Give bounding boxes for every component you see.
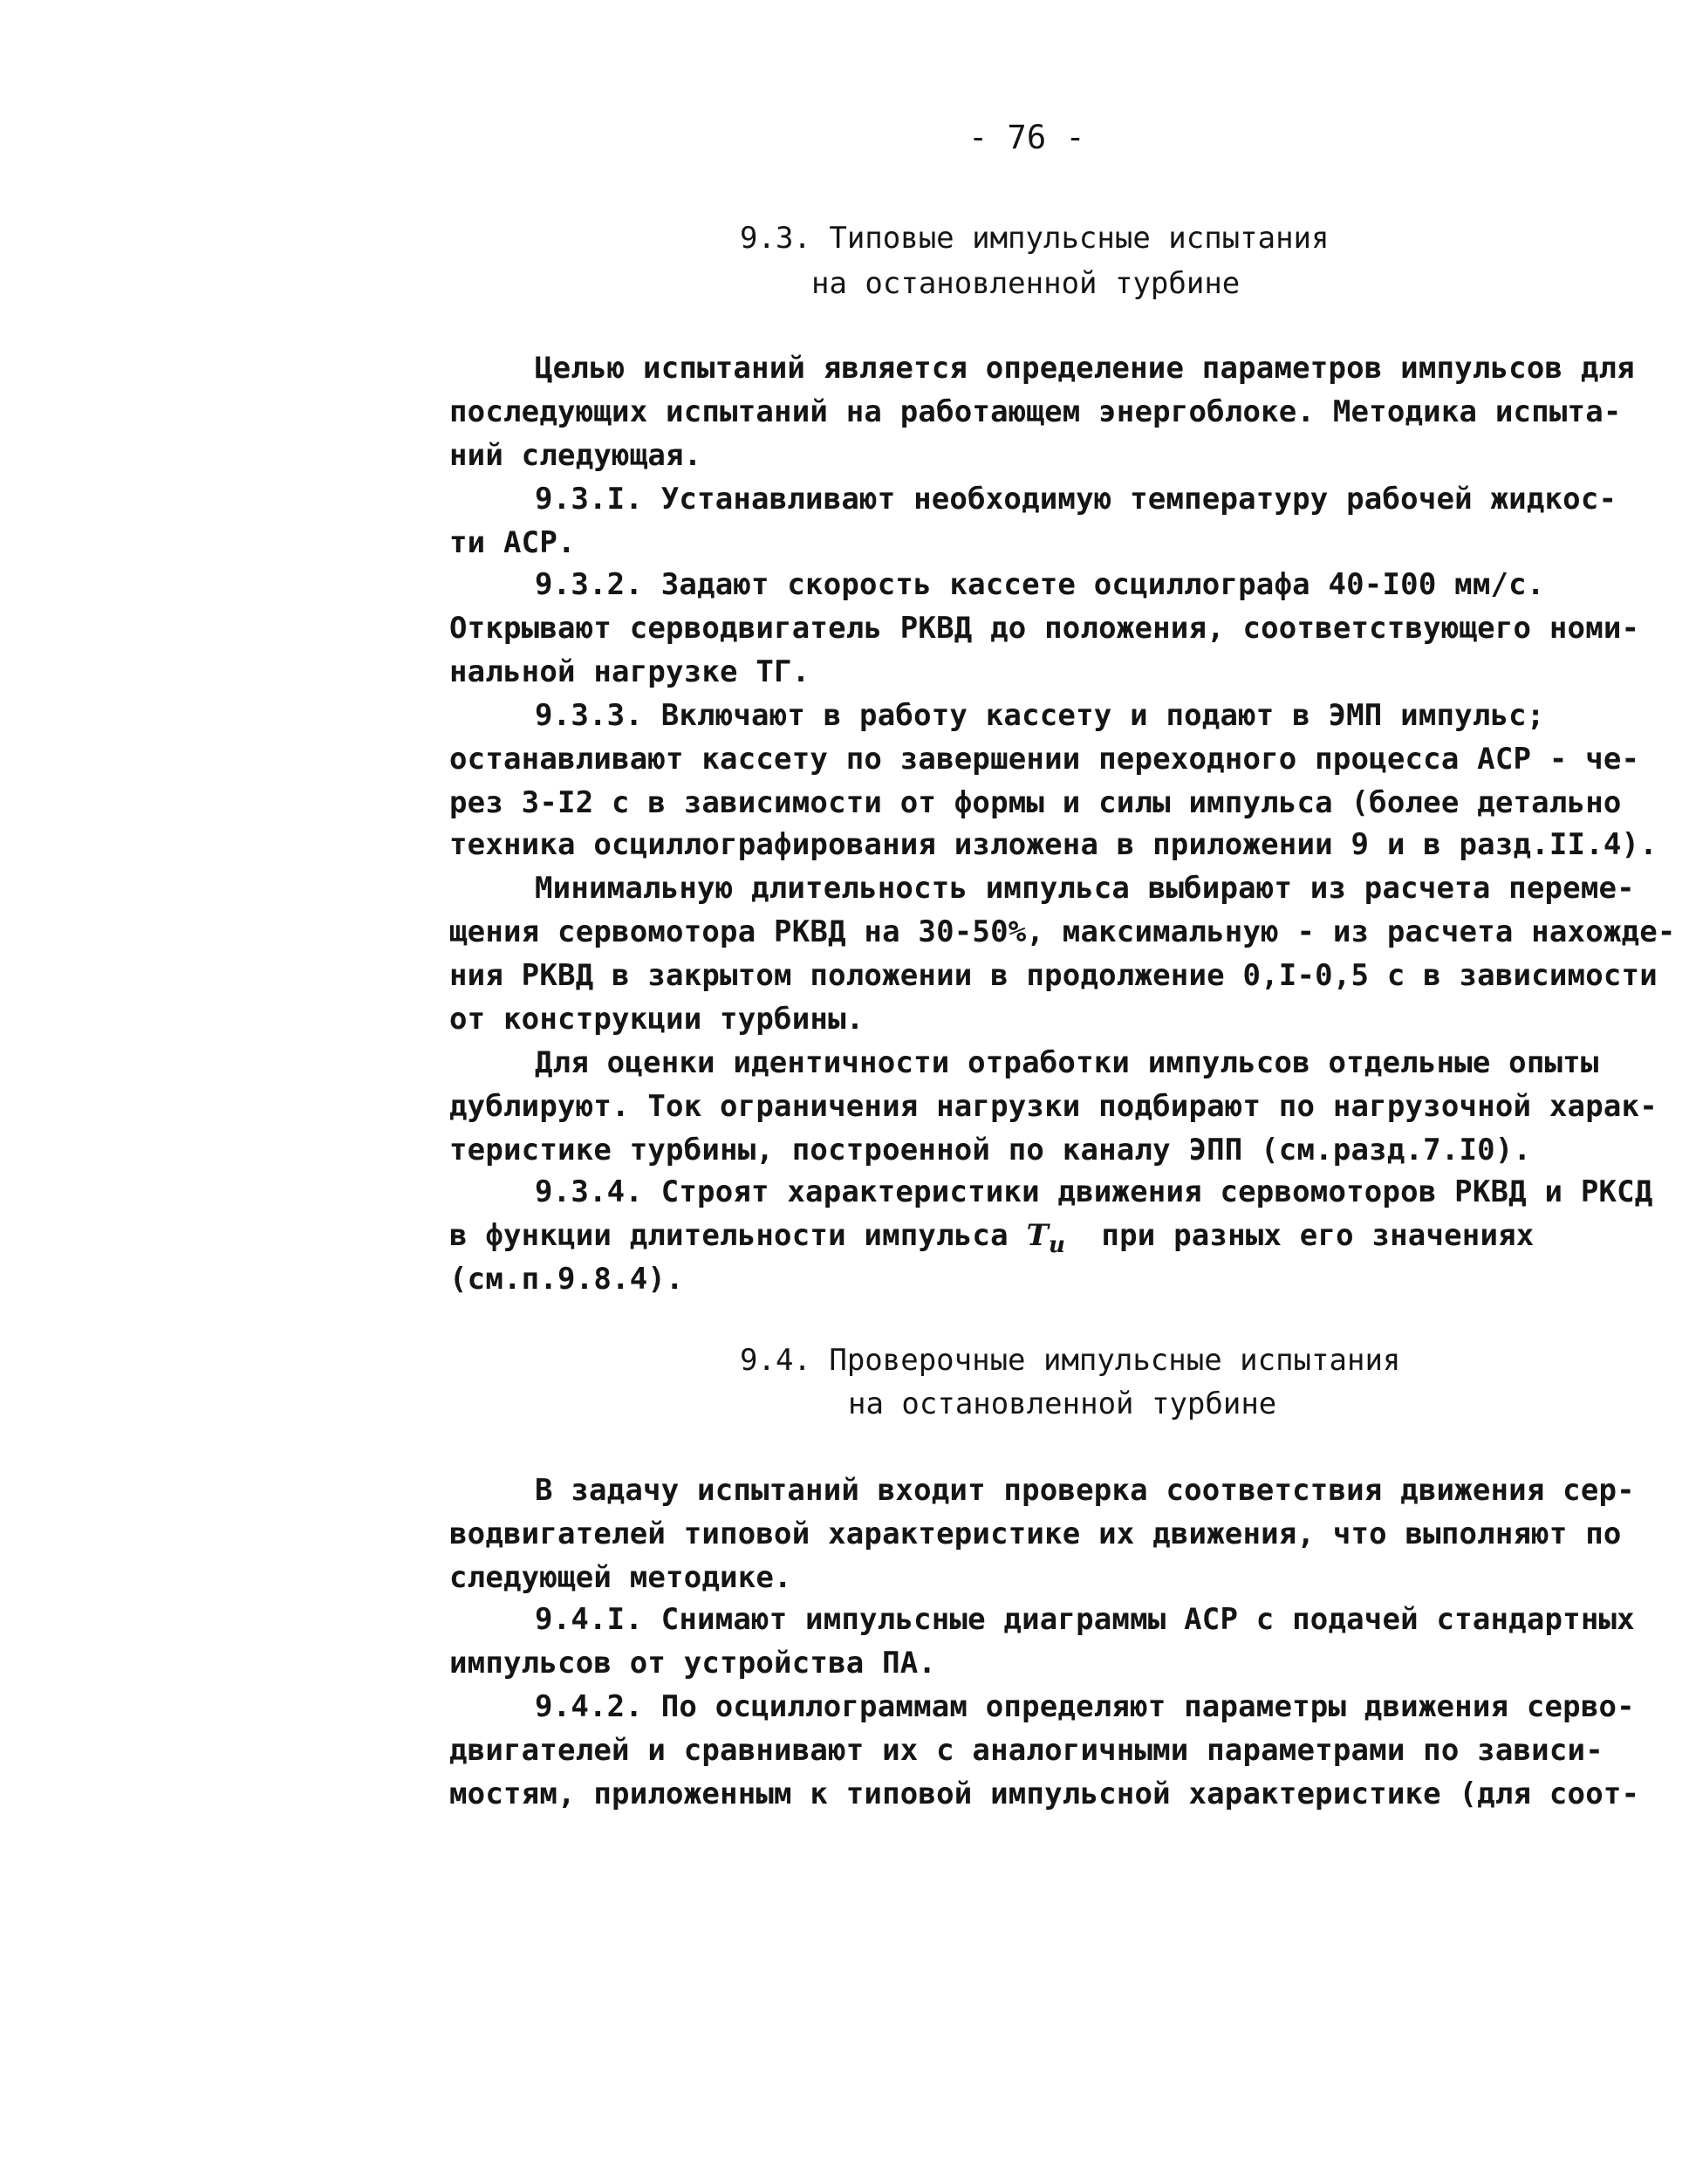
paragraph-line: Минимальную длительность импульса выбирают из расчета переме-	[535, 871, 1635, 906]
paragraph-line: 9.4.2. По осциллограммам определяют параметры движения серво-	[535, 1689, 1635, 1724]
paragraph-line: нальной нагрузке ТГ.	[449, 654, 810, 689]
paragraph-line: от конструкции турбины.	[449, 1002, 865, 1037]
section-9-4-title-line1: 9.4. Проверочные импульсные испытания	[740, 1343, 1401, 1378]
paragraph-line: останавливают кассету по завершении переходного процесса АСР - че-	[449, 742, 1640, 777]
paragraph-text: при разных его значениях	[1101, 1218, 1535, 1253]
paragraph-line: мостям, приложенным к типовой импульсной характеристике (для соот-	[449, 1777, 1640, 1811]
section-9-3-title-line2: на остановленной турбине	[811, 266, 1241, 301]
paragraph-line: дублируют. Ток ограничения нагрузки подбирают по нагрузочной харак-	[449, 1089, 1658, 1124]
paragraph-line: 9.4.I. Снимают импульсные диаграммы АСР с подачей стандартных	[535, 1602, 1635, 1637]
symbol-letter: T	[1026, 1218, 1049, 1253]
paragraph-line: 9.3.I. Устанавливают необходимую температуру рабочей жидкос-	[535, 482, 1617, 517]
page-number: - 76 -	[968, 119, 1085, 156]
paragraph-line-with-symbol	[449, 1216, 1636, 1264]
paragraph-line: щения сервомотора РКВД на 30-50%, максимальную - из расчета нахожде-	[449, 914, 1676, 949]
paragraph-line: теристике турбины, построенной по каналу ЭПП (см.разд.7.I0).	[449, 1133, 1532, 1167]
paragraph-line: 9.3.2. Задают скорость кассете осциллографа 40-I00 мм/с.	[535, 567, 1545, 602]
pulse-duration-symbol	[1026, 1218, 1066, 1258]
paragraph-text: в функции длительности импульса	[449, 1218, 1009, 1253]
paragraph-line: Целью испытаний является определение параметров импульсов для	[535, 351, 1635, 386]
paragraph-line: В задачу испытаний входит проверка соответствия движения сер-	[535, 1473, 1635, 1508]
paragraph-line: Открывают серводвигатель РКВД до положения, соответствующего номи-	[449, 611, 1640, 646]
symbol-subscript: u	[1048, 1231, 1066, 1258]
paragraph-line: техника осциллографирования изложена в приложении 9 и в разд.II.4).	[449, 827, 1658, 862]
paragraph-line: рез 3-I2 с в зависимости от формы и силы импульса (более детально	[449, 785, 1622, 820]
paragraph-line: 9.3.3. Включают в работу кассету и подают в ЭМП импульс;	[535, 698, 1545, 733]
section-9-4-title-line2: на остановленной турбине	[848, 1386, 1277, 1421]
paragraph-line: ти АСР.	[449, 525, 576, 560]
paragraph-line: ний следующая.	[449, 438, 702, 473]
section-9-3-title-line1: 9.3. Типовые импульсные испытания	[740, 221, 1330, 256]
paragraph-line: импульсов от устройства ПА.	[449, 1646, 937, 1681]
paragraph-line: двигателей и сравнивают их с аналогичными параметрами по зависи-	[449, 1733, 1604, 1768]
paragraph-line: (см.п.9.8.4).	[449, 1262, 684, 1297]
paragraph-line: последующих испытаний на работающем энергоблоке. Методика испыта-	[449, 394, 1622, 429]
paragraph-line: следующей методике.	[449, 1560, 792, 1595]
paragraph-line: водвигателей типовой характеристике их движения, что выполняют по	[449, 1516, 1622, 1551]
paragraph-line: ния РКВД в закрытом положении в продолжение 0,I-0,5 с в зависимости	[449, 958, 1658, 993]
paragraph-line: Для оценки идентичности отработки импульсов отдельные опыты	[535, 1045, 1599, 1080]
paragraph-line: 9.3.4. Строят характеристики движения сервомоторов РКВД и РКСД	[535, 1174, 1653, 1209]
